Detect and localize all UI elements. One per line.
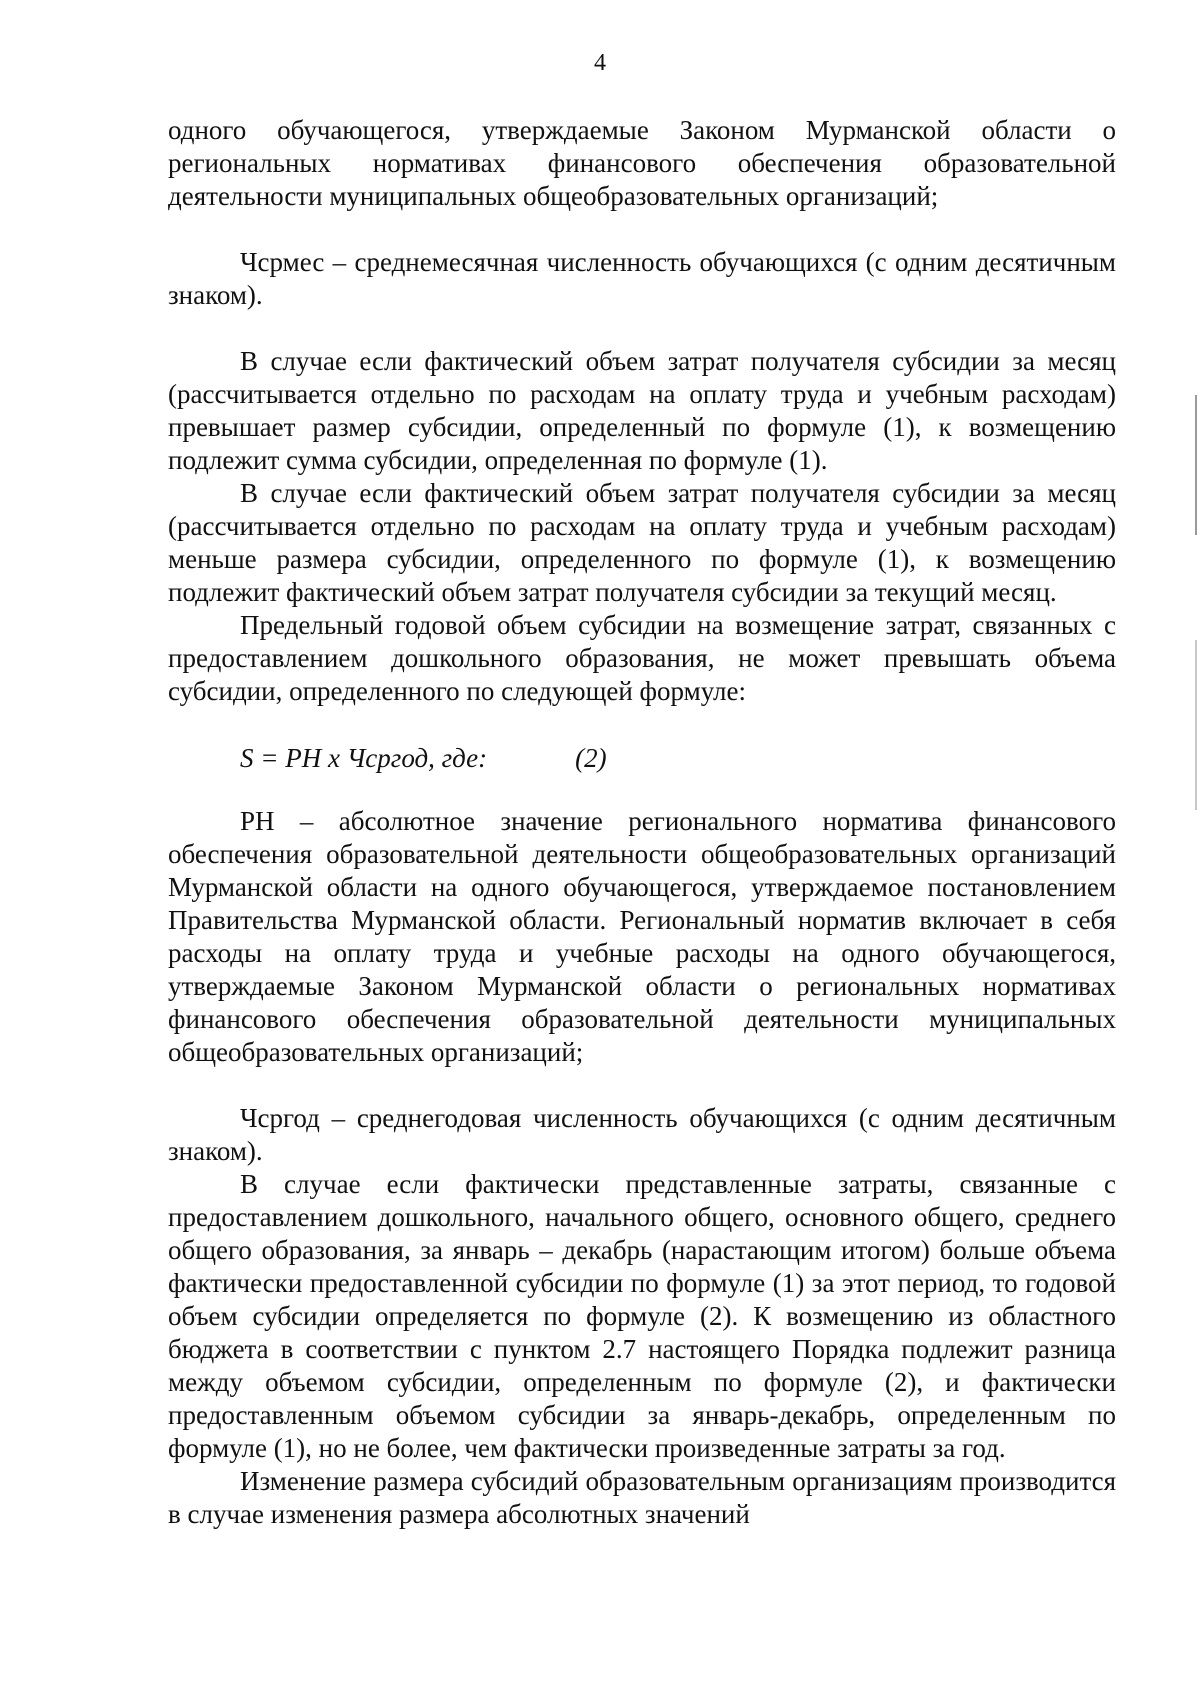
paragraph-chsrgod-definition: Чсргод – среднегодовая численность обучающихся (с одним десятичным знаком). xyxy=(168,1103,1116,1166)
formula-expression: S = РН х Чсргод, где: xyxy=(240,743,488,773)
paragraph-annual-limit: Предельный годовой объем субсидии на возмещение затрат, связанных с предоставлением дошкольного образования, не может превышать объема субсидии, определенного по следующей формуле: xyxy=(168,610,1116,706)
paragraph-costs-exceed: В случае если фактический объем затрат получателя субсидии за месяц (рассчитывается отдельно по расходам на оплату труда и учебным расходам) превышает размер субсидии, определенный по формуле (1), к возмещению подлежит сумма субсидии, определенная по формуле (1). xyxy=(168,346,1116,475)
paragraph-chsrmes-definition: Чсрмес – среднемесячная численность обучающихся (с одним десятичным знаком). xyxy=(168,247,1116,310)
formula-number: (2) xyxy=(575,743,607,773)
scan-edge-mark xyxy=(1195,640,1197,810)
paragraph-costs-less: В случае если фактический объем затрат получателя субсидии за месяц (рассчитывается отдельно по расходам на оплату труда и учебным расходам) меньше размера субсидии, определенного по формуле (1), к возмещению подлежит фактический объем затрат получателя субсидии за текущий месяц. xyxy=(168,478,1116,607)
scan-edge-mark xyxy=(1195,395,1197,535)
paragraph-subsidy-change: Изменение размера субсидий образовательным организациям производится в случае изменения размера абсолютных значений xyxy=(168,1466,1116,1529)
document-body xyxy=(168,114,1116,1531)
paragraph-rn-definition: РН – абсолютное значение регионального норматива финансового обеспечения образовательной деятельности общеобразовательных организаций Мурманской области на одного обучающегося, утверждаемое постановлением Правительства Мурманской области. Региональный норматив включает в себя расходы на оплату труда и учебные расходы на одного обучающегося, утверждаемые Законом Мурманской области о региональных нормативах финансового обеспечения образовательной деятельности муниципальных общеобразовательных организаций; xyxy=(168,806,1116,1067)
paragraph-continuation: одного обучающегося, утверждаемые Законом Мурманской области о региональных нормативах финансового обеспечения образовательной деятельности муниципальных общеобразовательных организаций; xyxy=(168,115,1116,211)
paragraph-annual-reimbursement: В случае если фактически представленные затраты, связанные с предоставлением дошкольного, начального общего, основного общего, среднего общего образования, за январь – декабрь (нарастающим итогом) больше объема фактически предоставленной субсидии по формуле (1) за этот период, то годовой объем субсидии определяется по формуле (2). К возмещению из областного бюджета в соответствии с пунктом 2.7 настоящего Порядка подлежит разница между объемом субсидии, определенным по формуле (2), и фактически предоставленным объемом субсидии за январь-декабрь, определенным по формуле (1), но не более, чем фактически произведенные затраты за год. xyxy=(168,1169,1116,1463)
page-number: 4 xyxy=(594,50,606,76)
formula-2 xyxy=(240,742,1116,775)
